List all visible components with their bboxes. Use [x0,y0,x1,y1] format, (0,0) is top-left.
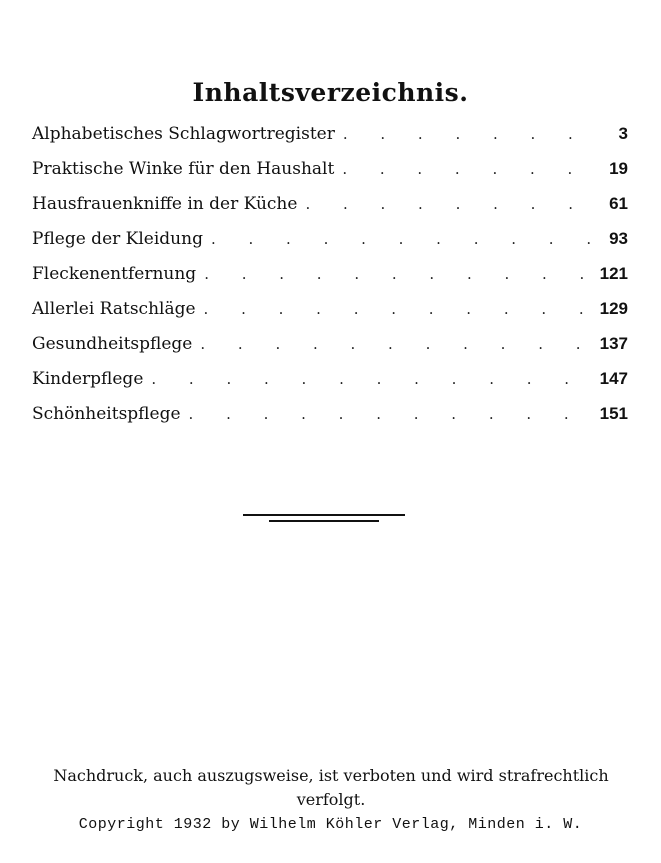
toc-entry [32,194,628,229]
toc-entry-page: 151 [599,404,628,423]
toc-entry [32,369,628,404]
toc-entry-label: Hausfrauenkniffe in der Küche [32,194,298,214]
toc-entry [32,229,628,264]
toc-entry-page: 121 [599,264,628,283]
toc-entry [32,299,628,334]
toc-entry-page: 19 [609,159,628,178]
toc-entry-page: 129 [599,299,628,318]
toc-entry-label: Gesundheitspflege [32,334,193,354]
toc-entry-page: 137 [599,334,628,353]
toc-entry-label: Fleckenentfernung [32,264,197,284]
toc-dot-leader [204,300,594,318]
toc-entry-page: 3 [618,124,628,143]
toc-entry-page: 93 [609,229,628,248]
toc-entry-label: Pflege der Kleidung [32,229,203,249]
toc-entry [32,124,628,159]
toc-entry-label: Schönheitspflege [32,404,181,424]
toc-entry-label: Praktische Winke für den Haushalt [32,159,335,179]
decorative-double-rule [243,514,405,522]
toc-dot-leader [204,265,594,283]
toc-entry-label: Alphabetisches Schlagwortregister [32,124,335,144]
reprint-notice-line-1: Nachdruck, auch auszugsweise, ist verboten und wird strafrechtlich [53,766,609,785]
rule-line-bottom [269,520,379,522]
toc-dot-leader [189,405,594,423]
reprint-notice [24,764,638,812]
toc-entry-label: Kinderpflege [32,369,144,389]
reprint-notice-line-2: verfolgt. [296,790,366,809]
rule-line-top [243,514,405,516]
toc-entry-label: Allerlei Ratschläge [32,299,196,319]
toc-dot-leader [151,370,594,388]
toc-entry [32,159,628,194]
toc-entry [32,334,628,369]
toc-dot-leader [342,160,594,178]
toc-dot-leader [343,125,594,143]
toc-dot-leader [305,195,594,213]
toc-entry [32,404,628,439]
toc-dot-leader [211,230,594,248]
toc-dot-leader [200,335,594,353]
page-title: Inhaltsverzeichnis. [192,78,469,107]
table-of-contents [32,124,628,439]
toc-entry-page: 61 [609,194,628,213]
copyright-line: Copyright 1932 by Wilhelm Köhler Verlag, Minden i. W. [78,816,583,833]
toc-entry [32,264,628,299]
toc-entry-page: 147 [599,369,628,388]
